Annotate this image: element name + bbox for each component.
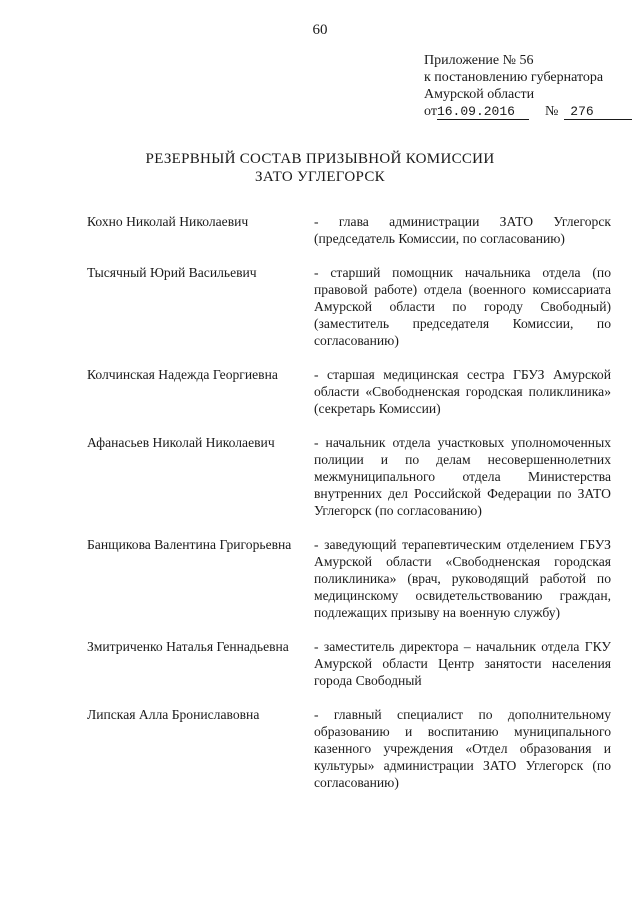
member-role: - заведующий терапевтическим отделением ГБУЗ Амурской области «Свободненская городская поликлиника» (врач, руководящий работой по медицинскому освидетельствованию граждан, подлежащих призыву на военную службу) [314, 537, 611, 620]
document-title [0, 150, 640, 186]
member-name: Липская Алла Брониславовна [87, 707, 260, 722]
member-name: Тысячный Юрий Васильевич [87, 265, 257, 280]
document-date: 16.09.2016 [437, 105, 529, 120]
member-entry [87, 366, 617, 417]
member-entry [87, 638, 617, 689]
appendix-line-1: Приложение № 56 [424, 53, 534, 68]
member-role: - старший помощник начальника отдела (по правовой работе) отдела (военного комиссариата Амурской области по городу Свободный) (заместитель председателя Комиссии, по согласованию) [314, 265, 611, 348]
member-entry [87, 264, 617, 349]
member-name: Кохно Николай Николаевич [87, 214, 249, 229]
title-line-2: ЗАТО УГЛЕГОРСК [255, 169, 385, 185]
number-label: № [544, 104, 559, 119]
appendix-line-3: Амурской области [424, 87, 535, 102]
member-role: - старшая медицинская сестра ГБУЗ Амурской области «Свободненская городская поликлиника» (секретарь Комиссии) [314, 367, 611, 416]
member-role: - заместитель директора – начальник отдела ГКУ Амурской области Центр занятости населения города Свободный [314, 639, 611, 688]
document-number: 276 [564, 105, 632, 120]
appendix-date-line [424, 103, 624, 120]
title-line-1: РЕЗЕРВНЫЙ СОСТАВ ПРИЗЫВНОЙ КОМИССИИ [145, 151, 495, 167]
members-list [87, 213, 617, 791]
member-entry [87, 536, 617, 621]
appendix-block [424, 52, 624, 120]
member-name: Колчинская Надежда Георгиевна [87, 367, 278, 382]
member-role: - главный специалист по дополнительному образованию и воспитанию муниципального казенного учреждения «Отдел образования и культуры» администрации ЗАТО Углегорск (по согласованию) [314, 707, 611, 790]
member-name: Афанасьев Николай Николаевич [87, 435, 275, 450]
member-role: - глава администрации ЗАТО Углегорск (председатель Комиссии, по согласованию) [314, 214, 611, 246]
member-role: - начальник отдела участковых уполномоченных полиции и по делам несовершеннолетних межмуниципального отдела Министерства внутренних дел Российской Федерации по ЗАТО Углегорск (по согласованию) [314, 435, 611, 518]
member-entry [87, 434, 617, 519]
date-prefix: от [424, 104, 437, 119]
member-name: Банщикова Валентина Григорьевна [87, 537, 292, 552]
member-entry [87, 213, 617, 247]
member-entry [87, 706, 617, 791]
appendix-line-2: к постановлению губернатора [424, 70, 604, 85]
page-number: 60 [312, 22, 328, 38]
member-name: Змитриченко Наталья Геннадьевна [87, 639, 289, 654]
